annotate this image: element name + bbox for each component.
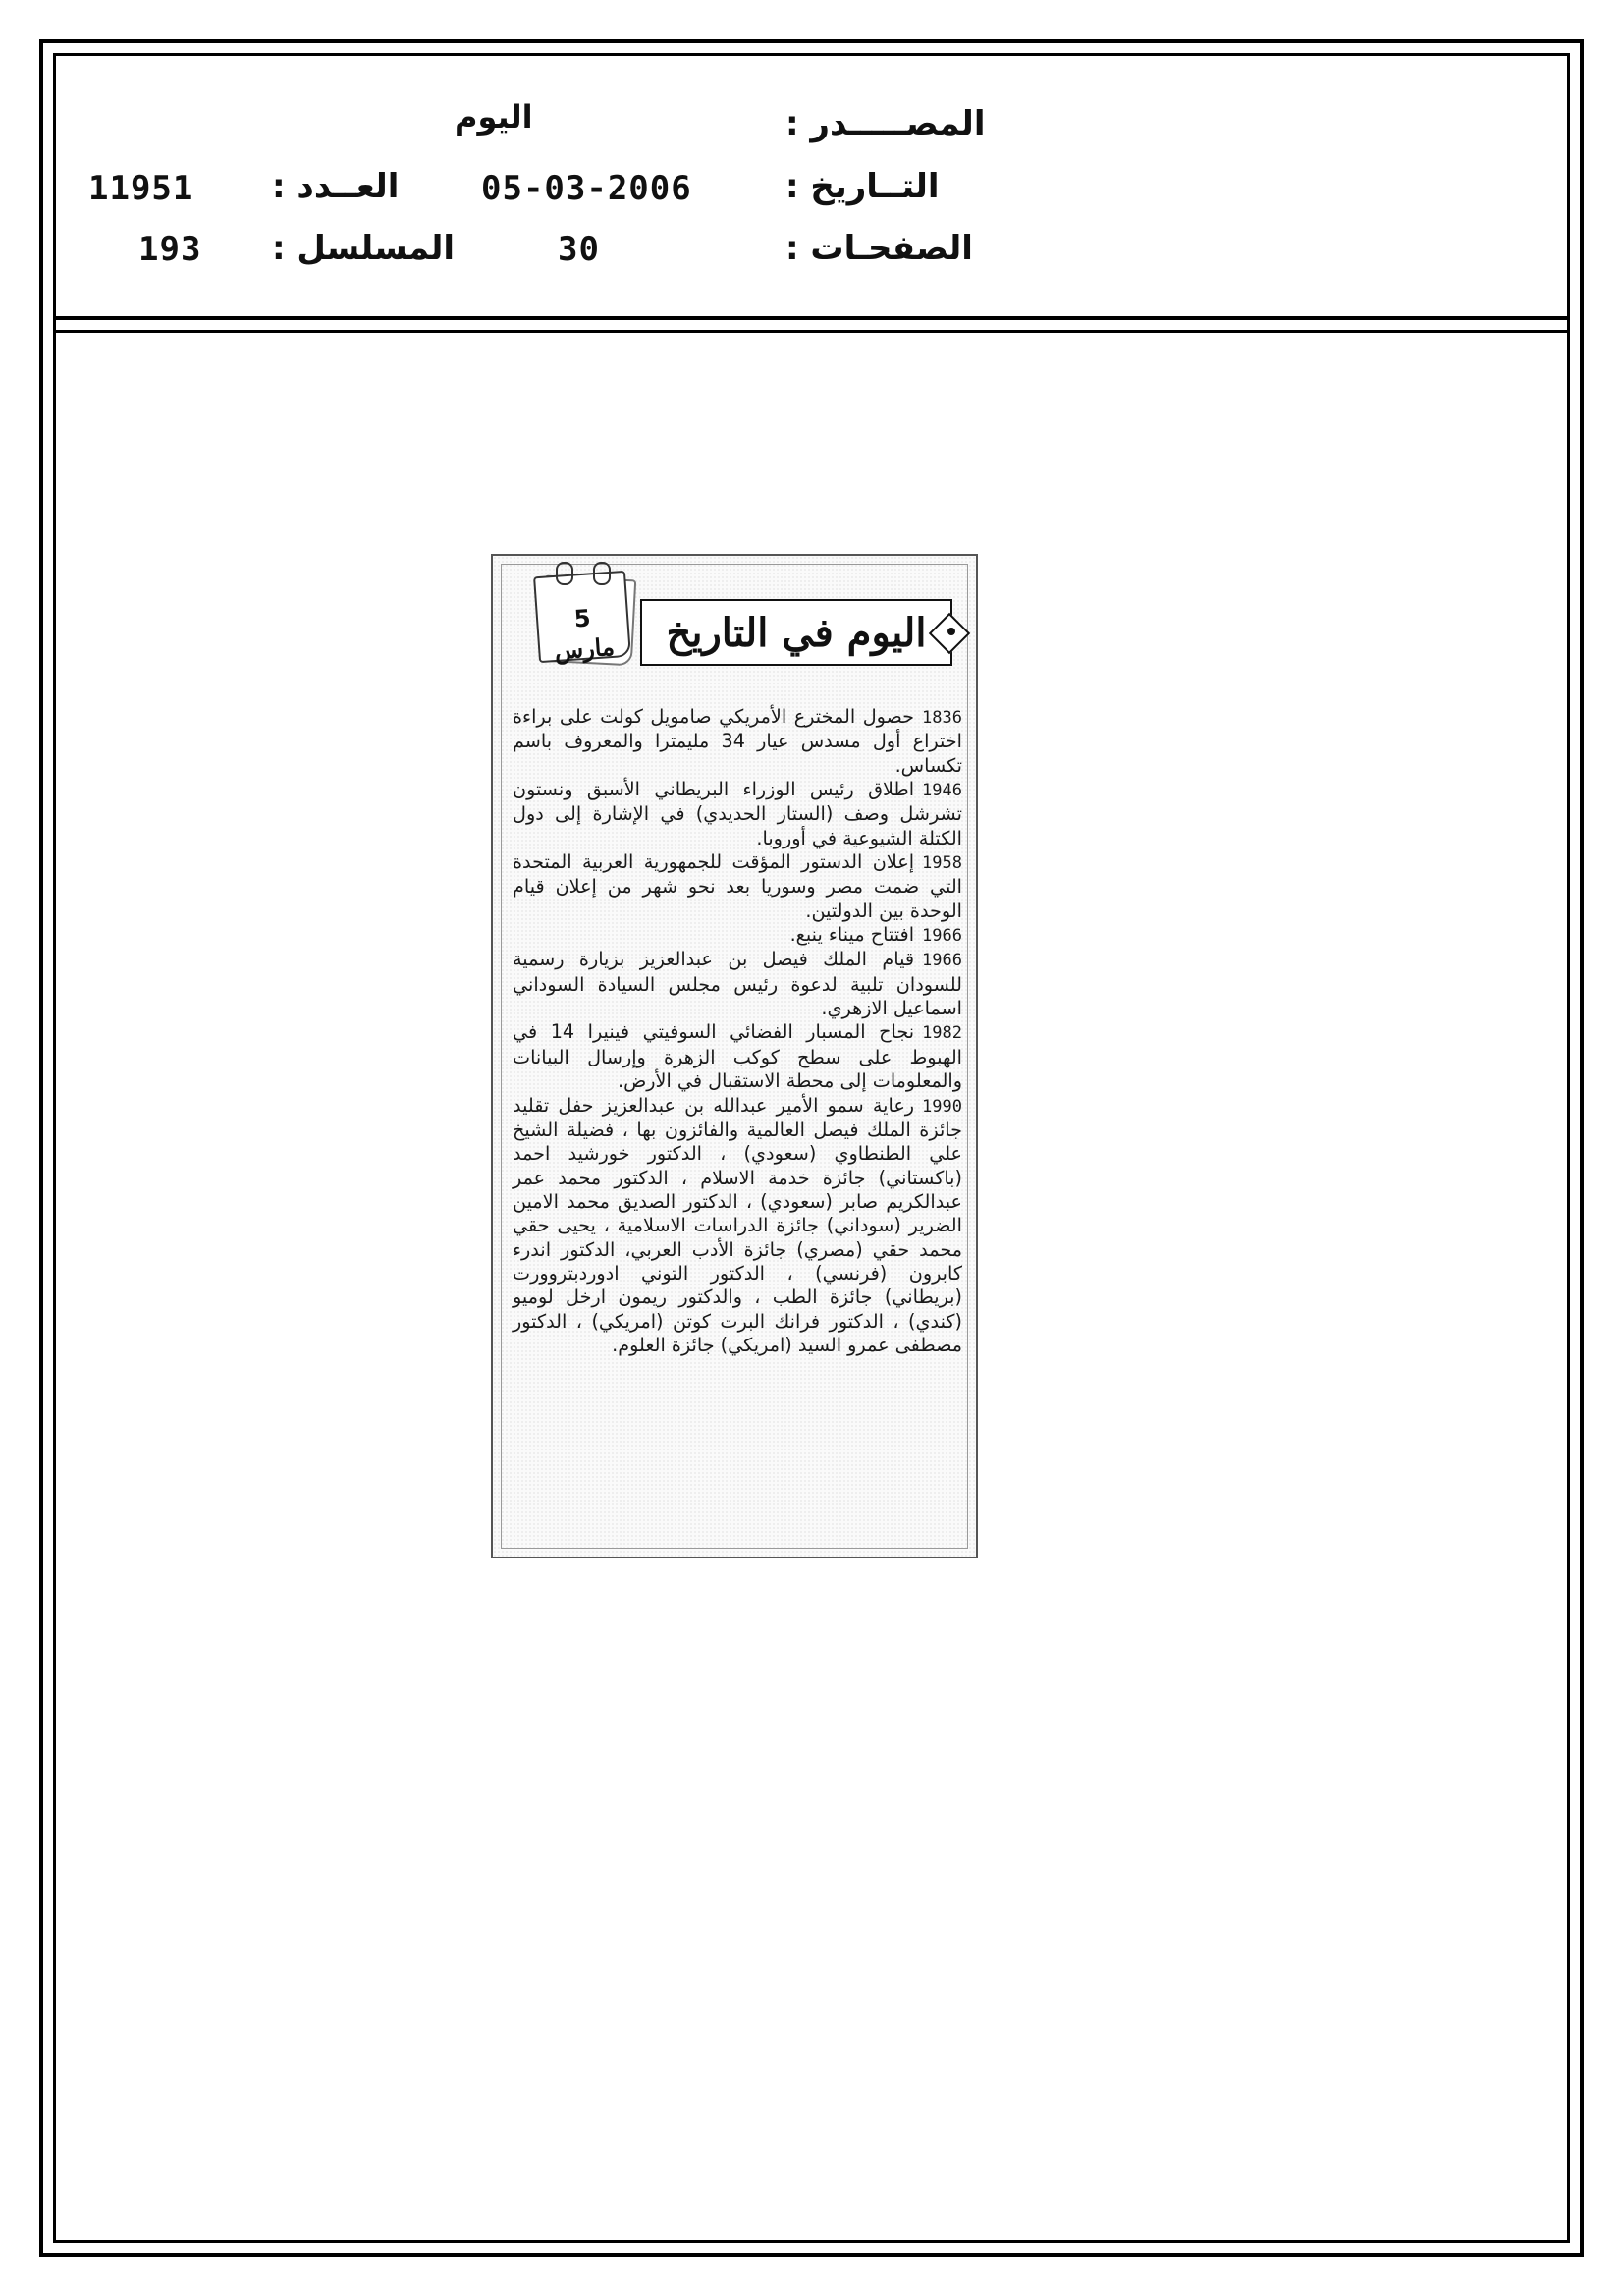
source-value: اليوم	[455, 98, 533, 136]
clipping-title: اليوم في التاريخ	[666, 609, 927, 656]
history-entry	[513, 1020, 962, 1093]
entry-text: رعاية سمو الأمير عبدالله بن عبدالعزيز حفل تقليد جائزة الملك فيصل العالمية والفائزون بها ، فضيلة الشيخ علي الطنطاوي (سعودي) ، الدكتور خورشيد احمد (باكستاني) جائزة خدمة الاسلام ، الدكتور محمد عمر عبدالكريم صابر (سعودي) ، الدكتور الصديق محمد الامين الضرير (سوداني) جائزة الدراسات الاسلامية ، يحيى حقي محمد حقي (مصري) جائزة الأدب العربي، الدكتور اندرء كابرون (فرنسي) ، الدكتور التوني ادوردبتروورت (بريطاني) جائزة الطب ، والدكتور ريمون ارخل لوميو (كندي) ، الدكتور فرانك البرت كوتن (امريكي) ، الدكتور مصطفى عمرو السيد (امريكي) جائزة العلوم.	[513, 1093, 962, 1356]
entry-year: 1990	[922, 1096, 962, 1117]
entry-text: افتتاح ميناء ينبع.	[789, 923, 915, 947]
calendar-front-page	[533, 571, 631, 666]
issue-value: 11951	[88, 169, 194, 208]
pages-label: الصفحـات :	[785, 229, 973, 268]
diamond-dot-icon	[947, 628, 955, 635]
date-label: التــاريخ :	[785, 167, 940, 206]
calendar-ring-left	[556, 562, 573, 585]
entry-year: 1836	[922, 708, 962, 728]
calendar-ring-right	[593, 562, 611, 585]
history-entry	[513, 850, 962, 923]
entry-year: 1966	[922, 926, 962, 947]
history-entry	[513, 1094, 962, 1358]
source-label: المصـــــدر :	[785, 104, 986, 143]
history-entry	[513, 923, 962, 948]
entry-text: إعلان الدستور المؤقت للجمهورية العربية المتحدة التي ضمت مصر وسوريا بعد نحو شهر من إعلان قيام الوحدة بين الدولتين.	[513, 850, 962, 922]
calendar-icon	[532, 556, 632, 664]
entry-year: 1946	[922, 781, 962, 801]
serial-value: 193	[138, 230, 202, 269]
newspaper-clipping	[491, 554, 978, 1558]
entry-text: حصول المخترع الأمريكي صامويل كولت على براءة اختراع أول مسدس عيار 34 مليمترا والمعروف باسم تكساس.	[513, 705, 962, 777]
pages-value: 30	[558, 230, 600, 269]
entry-text: قيام الملك فيصل بن عبدالعزيز بزيارة رسمية للسودان تلبية لدعوة رئيس مجلس السيادة السوداني اسماعيل الازهري.	[513, 948, 962, 1020]
calendar-day: 5	[572, 604, 592, 633]
clipping-body	[513, 705, 962, 1357]
entry-year: 1966	[922, 951, 962, 971]
entry-text: اطلاق رئيس الوزراء البريطاني الأسبق ونستون تشرشل وصف (الستار الحديدي) في الإشارة إلى دول الكتلة الشيوعية في أوروبا.	[513, 778, 962, 849]
serial-label: المسلسل :	[272, 229, 456, 268]
history-entry	[513, 778, 962, 850]
issue-label: العــدد :	[272, 167, 400, 206]
history-entry	[513, 705, 962, 778]
calendar-month: مارس	[553, 631, 616, 666]
header-divider	[53, 316, 1570, 320]
entry-year: 1982	[922, 1023, 963, 1044]
entry-year: 1958	[922, 853, 962, 874]
clipping-title-box	[640, 599, 952, 666]
entry-text: نجاح المسبار الفضائي السوفيتي فينيرا 14 في الهبوط على سطح كوكب الزهرة وإرسال البيانات والمعلومات إلى محطة الاستقبال في الأرض.	[513, 1020, 962, 1093]
date-value: 05-03-2006	[481, 169, 692, 208]
history-entry	[513, 948, 962, 1020]
header-divider-inner	[53, 330, 1570, 333]
